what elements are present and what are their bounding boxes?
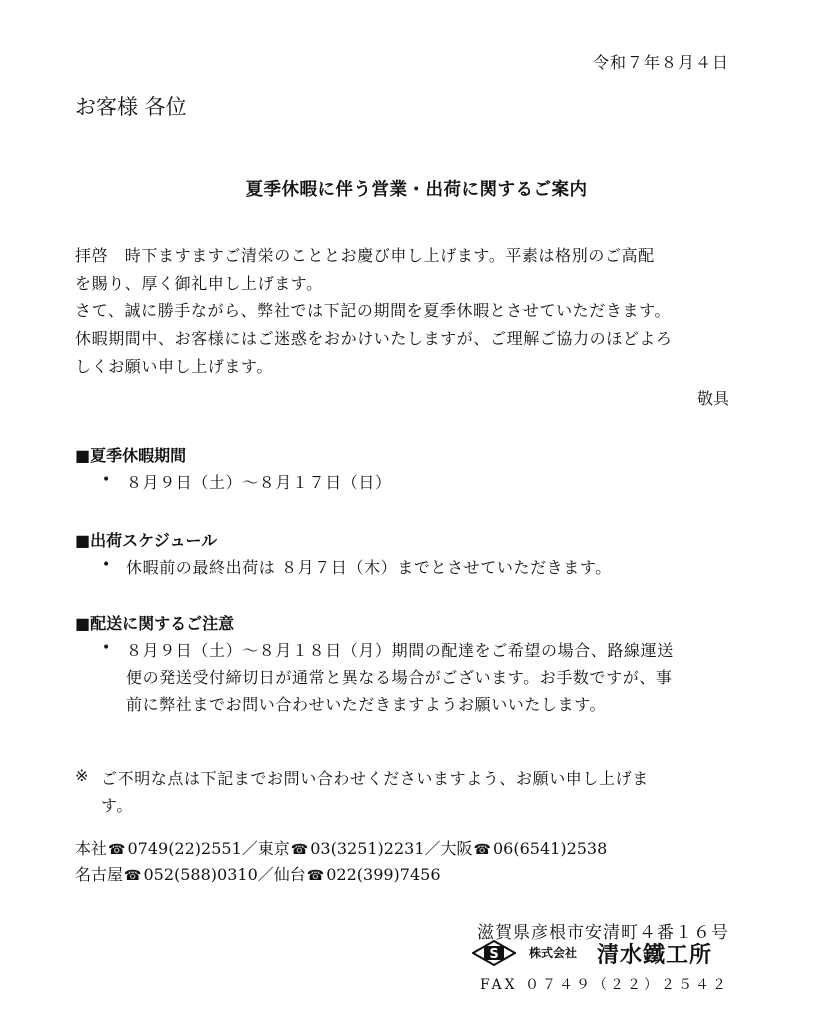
phone-icon: ☎ (108, 842, 126, 858)
office-phone: 03(3251)2231 (310, 839, 425, 858)
holiday-period-text: ８月９日（土）～８月１７日（日） (126, 473, 392, 492)
office-name-sendai: 仙台 (273, 865, 306, 884)
office-phone: 06(6541)2538 (493, 839, 608, 858)
office-phone: 052(588)0310 (143, 865, 258, 884)
separator: ／ (241, 839, 258, 858)
separator: ／ (424, 839, 441, 858)
separator: ／ (257, 865, 274, 884)
contact-line (75, 862, 441, 885)
recipient: お客様 各位 (75, 95, 187, 119)
body-line: 休暇期間中、お客様にはご迷惑をおかけいたしますが、ご理解ご協力のほどよろ (75, 329, 673, 348)
logo-letter: S (489, 947, 499, 962)
bullet-icon: • (102, 640, 111, 656)
body-line: を賜り、厚く御礼申し上げます。 (75, 274, 323, 293)
phone-icon: ☎ (473, 842, 491, 858)
phone-icon: ☎ (306, 868, 325, 884)
delivery-notice-line: ８月９日（土）～８月１８日（月）期間の配達をご希望の場合、路線運送 (126, 641, 674, 660)
office-name-nagoya: 名古屋 (75, 865, 124, 884)
body-line: 拝啓 時下ますますご清栄のこととお慶び申し上げます。平素は格別のご高配 (75, 246, 655, 265)
company-prefix: 株式会社 (529, 946, 578, 960)
office-name-headquarters: 本社 (75, 839, 108, 858)
phone-icon: ☎ (290, 842, 309, 858)
office-phone: 0749(22)2551 (127, 839, 242, 858)
office-phone: 022(399)7456 (326, 865, 441, 884)
office-name-osaka: 大阪 (440, 839, 473, 858)
section-heading-shipping-schedule: ■出荷スケジュール (75, 531, 218, 550)
bullet-icon: • (102, 472, 111, 488)
bullet-icon: • (102, 557, 111, 573)
section-heading-delivery-notice: ■配送に関するご注意 (75, 614, 235, 633)
shipping-schedule-text: 休暇前の最終出荷は ８月７日（木）までとさせていただきます。 (126, 558, 612, 577)
fax-number: FAX ０７４９（２２）２５４２ (479, 977, 729, 993)
date: 令和７年８月４日 (592, 53, 729, 72)
closing: 敬具 (696, 389, 729, 408)
company-address: 滋賀県彦根市安清町４番１６号 (477, 923, 729, 943)
body-line: さて、誠に勝手ながら、弊社では下記の期間を夏季休暇とさせていただきます。 (75, 301, 672, 320)
document-title: 夏季休暇に伴う営業・出荷に関するご案内 (245, 180, 588, 200)
phone-icon: ☎ (124, 868, 142, 884)
office-name-tokyo: 東京 (257, 839, 290, 858)
note-line: す。 (101, 796, 133, 815)
section-heading-holiday-period: ■夏季休暇期間 (75, 446, 187, 465)
company-logo-icon (472, 940, 516, 966)
company-name: 清水鐵工所 (597, 943, 713, 968)
body-line: しくお願い申し上げます。 (75, 357, 273, 376)
delivery-notice-line: 便の発送受付締切日が通常と異なる場合がございます。お手数ですが、事 (126, 668, 673, 687)
delivery-notice-line: 前に弊社までお問い合わせいただきますようお願いいたします。 (126, 695, 607, 714)
note-mark: ※ (75, 766, 89, 785)
contact-line (75, 836, 607, 859)
note-line: ご不明な点は下記までお問い合わせくださいますよう、お願い申し上げま (101, 769, 649, 788)
